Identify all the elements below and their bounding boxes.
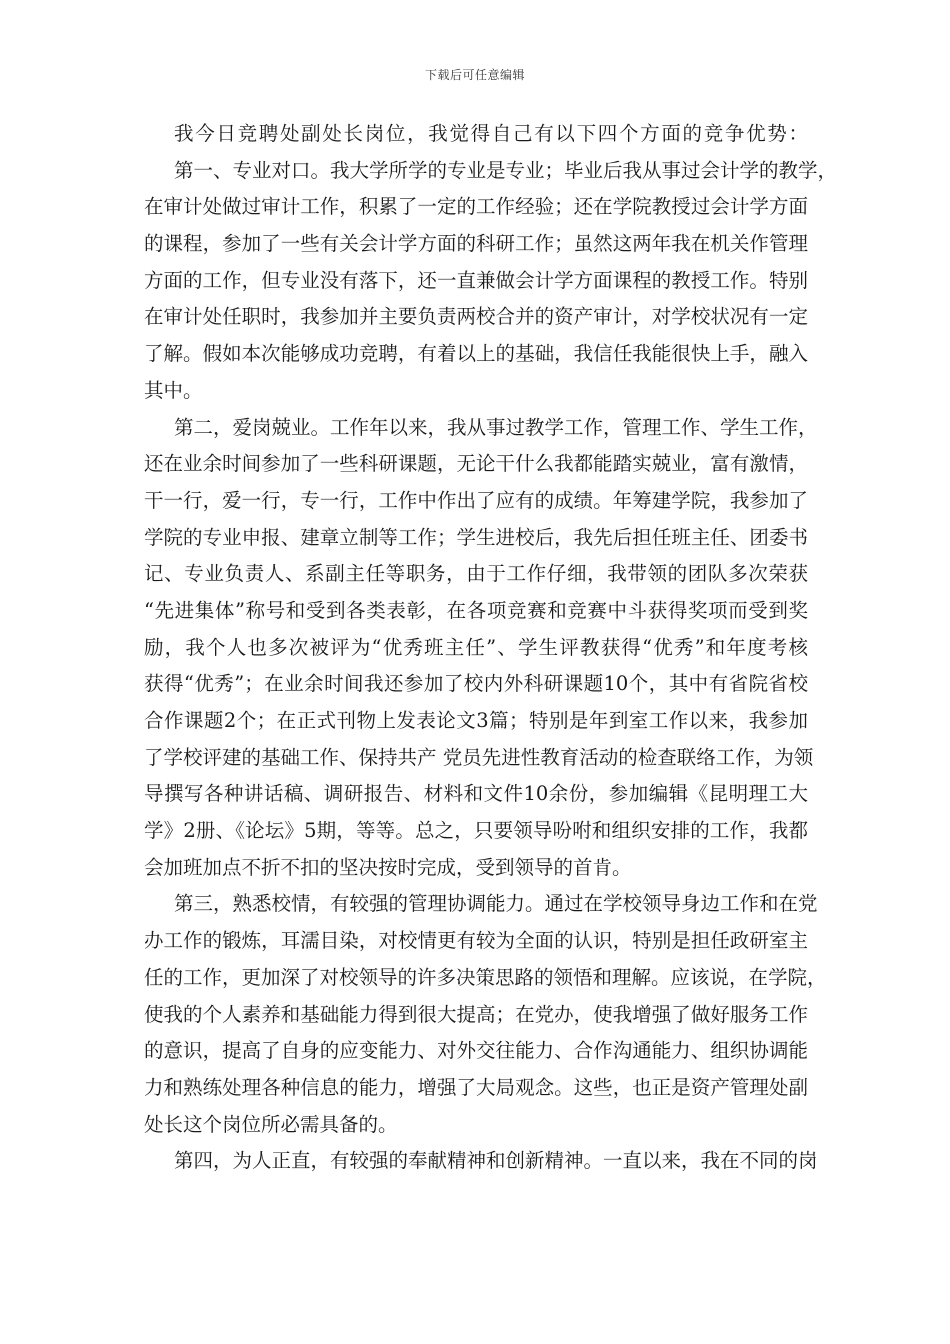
paragraph-line: 第四，为人正直，有较强的奉献精神和创新精神。一直以来，我在不同的岗 xyxy=(174,1149,818,1173)
paragraph-line: 第三，熟悉校情，有较强的管理协调能力。通过在学校领导身边工作和在党 xyxy=(174,892,818,916)
paragraph-line: 其中。 xyxy=(144,378,203,402)
paragraph-line: 还在业余时间参加了一些科研课题，无论干什么我都能踏实兢业，富有激情， xyxy=(144,452,808,476)
paragraph-line: 任的工作，更加深了对校领导的许多决策思路的领悟和理解。应该说，在学院， xyxy=(144,965,827,989)
document-body xyxy=(144,116,838,1180)
paragraph-line: 在审计处做过审计工作，积累了一定的工作经验；还在学院教授过会计学方面 xyxy=(144,195,808,219)
paragraph-line: 在审计处任职时，我参加并主要负责两校合并的资产审计，对学校状况有一定 xyxy=(144,305,808,329)
paragraph-line: 的意识，提高了自身的应变能力、对外交往能力、合作沟通能力、组织协调能 xyxy=(144,1039,808,1063)
paragraph-line: 学》2册、《论坛》5期，等等。总之，只要领导吩咐和组织安排的工作，我都 xyxy=(144,819,808,843)
paragraph-line: 获得“优秀”；在业余时间我还参加了校内外科研课题10个，其中有省院省校 xyxy=(144,672,808,696)
paragraph-line: 导撰写各种讲话稿、调研报告、材料和文件10余份，参加编辑《昆明理工大 xyxy=(144,782,808,806)
paragraph-line: 使我的个人素养和基础能力得到很大提高；在党办，使我增强了做好服务工作 xyxy=(144,1002,808,1026)
paragraph-line: 力和熟练处理各种信息的能力，增强了大局观念。这些，也正是资产管理处副 xyxy=(144,1075,808,1099)
paragraph-line: 学院的专业申报、建章立制等工作；学生进校后，我先后担任班主任、团委书 xyxy=(144,525,808,549)
paragraph-line: 第二，爱岗兢业。工作年以来，我从事过教学工作，管理工作、学生工作， xyxy=(174,415,818,439)
paragraph-line: 方面的工作，但专业没有落下，还一直兼做会计学方面课程的教授工作。特别 xyxy=(144,268,808,292)
paragraph-line: “先进集体”称号和受到各类表彰，在各项竞赛和竞赛中斗获得奖项而受到奖 xyxy=(144,598,808,622)
paragraph-line: 了解。假如本次能够成功竞聘，有着以上的基础，我信任我能很快上手，融入 xyxy=(144,342,808,366)
paragraph-line: 的课程，参加了一些有关会计学方面的科研工作；虽然这两年我在机关作管理 xyxy=(144,232,808,256)
paragraph-line: 第一、专业对口。我大学所学的专业是专业；毕业后我从事过会计学的教学， xyxy=(174,158,838,182)
paragraph-line: 干一行，爱一行，专一行，工作中作出了应有的成绩。年筹建学院，我参加了 xyxy=(144,488,808,512)
paragraph-line: 记、专业负责人、系副主任等职务，由于工作仔细，我带领的团队多次荣获 xyxy=(144,562,808,586)
paragraph-line: 会加班加点不折不扣的坚决按时完成，受到领导的首肯。 xyxy=(144,855,632,879)
paragraph-line: 办工作的锻炼，耳濡目染，对校情更有较为全面的认识，特别是担任政研室主 xyxy=(144,929,808,953)
paragraph-line: 合作课题2个；在正式刊物上发表论文3篇；特别是年到室工作以来，我参加 xyxy=(144,709,808,732)
header-note: 下载后可任意编辑 xyxy=(424,68,525,82)
paragraph-line: 处长这个岗位所必需具备的。 xyxy=(144,1112,398,1136)
paragraph-line: 我今日竞聘处副处长岗位，我觉得自己有以下四个方面的竞争优势： xyxy=(174,122,808,145)
paragraph-line: 了学校评建的基础工作、保持共产 党员先进性教育活动的检查联络工作，为领 xyxy=(144,745,814,769)
paragraph-line: 励，我个人也多次被评为“优秀班主任”、学生评教获得“优秀”和年度考核 xyxy=(144,635,808,659)
